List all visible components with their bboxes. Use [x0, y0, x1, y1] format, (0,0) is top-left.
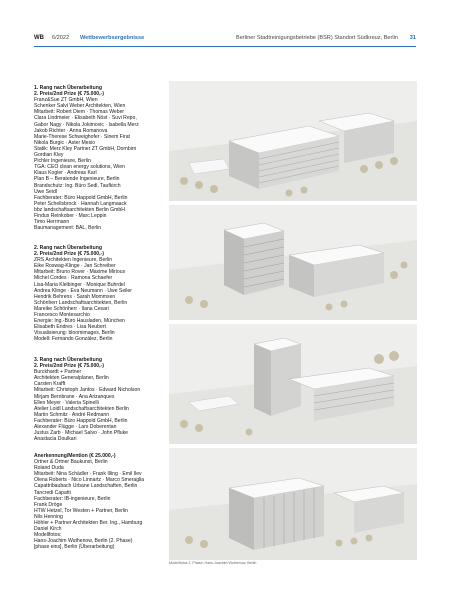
- credit-line: Energie: Ing.-Büro Hausladen, München: [34, 318, 125, 325]
- credit-line: Clara Lindmeier · Elisabeth Nöst · Suvi Repo,: [34, 115, 137, 122]
- credit-line: Fachberater: IB-ingenieure, Berlin: [34, 495, 111, 502]
- entry-3-text: [34, 357, 166, 442]
- credit-line: Brandschutz: Ing. Büro Sedl, Taufkirch: [34, 182, 121, 189]
- credit-line: Hans-Joachim Wuthenow, Berlin (2. Phase): [34, 538, 133, 545]
- credit-line: Mitarbeit: Robert Diem · Thomas Weber: [34, 109, 125, 116]
- credit-line: Daniel Kirch: [34, 526, 62, 533]
- credit-line: Fachberater: Büro Happold GmbH, Berlin: [34, 194, 128, 201]
- credit-line: Gabor Nagy · Nikola Jokimovic · Isabella Merz: [34, 121, 139, 128]
- credit-line: Schönherr Landschaftsarchitekten, Berlin: [34, 299, 128, 306]
- credit-line: Jakob Richter · Anna Romanova: [34, 127, 108, 134]
- credit-line: 1. Rang nach Überarbeitung: [34, 85, 102, 91]
- credit-line: Modell: Fernando González, Berlin: [34, 336, 113, 343]
- credit-line: Mitarbeit: Christoph Jantos · Edward Nicholson: [34, 387, 141, 394]
- credit-line: Höhler + Partner Architekten Ber. Ing., Hamburg: [34, 520, 143, 527]
- credit-line: Anerkennung/Mention (€ 25.000,-): [34, 453, 116, 459]
- entry-1-text: [34, 85, 166, 231]
- credit-line: Lisa-Maria Kleibinger · Monique Buhrdel: [34, 281, 125, 288]
- model-photo-entry-2: [169, 205, 417, 320]
- credit-line: Burckhardt + Partner: [34, 369, 82, 376]
- credit-line: Mirjam Bernbrane · Ana Arizanques: [34, 393, 115, 400]
- credit-line: Nils Henning: [34, 513, 63, 520]
- credit-line: Ellen Meyer · Valeria Spinelli: [34, 399, 99, 406]
- credit-line: Capattribaubach Urbane Landschaften, Berlin: [34, 483, 138, 490]
- section-title: Wettbewerbsergebnisse: [80, 35, 145, 41]
- credit-line: Nikola Burgic · Aster Mesio: [34, 139, 96, 146]
- credit-line: Findus Reinkober · Marc Leppin: [34, 212, 107, 219]
- credit-line: Carsten Krafft: [34, 381, 66, 388]
- credit-line: Architekten Generalplaner, Berlin: [34, 375, 109, 382]
- credit-line: 2. Preis/2nd Prize (€ 75.000,-): [34, 251, 104, 258]
- credit-line: Roland Duda: [34, 465, 64, 472]
- credit-line: Frank Dröge: [34, 501, 63, 508]
- credit-line: Martin Schmitz · André Redmann: [34, 411, 110, 418]
- credit-line: 2. Preis/2nd Prize (€ 75.000,-): [34, 91, 104, 98]
- credit-line: Anastacia Doulkari: [34, 436, 77, 443]
- header-rule: [34, 46, 416, 47]
- credit-line: Pichler Ingenieure, Berlin: [34, 158, 91, 165]
- credit-line: Plan B – Beratende Ingenieure, Berlin: [34, 176, 120, 183]
- credit-line: Visualisierung: bloomimages, Berlin: [34, 330, 115, 337]
- credit-line: Modellfotos:: [34, 532, 62, 539]
- credit-line: Tancredi Capatti: [34, 489, 71, 496]
- credit-line: Andrea Klinge · Eva Neumann · Uwe Seiler: [34, 287, 132, 294]
- credit-line: Ortner & Ortner Baukunst, Berlin: [34, 459, 108, 466]
- entry-4-text: [34, 453, 166, 551]
- credit-line: ZRS Architekten Ingenieure, Berlin: [34, 257, 113, 264]
- credit-line: Klaus Kogler · Andreas Karl: [34, 170, 97, 177]
- page-header: [34, 33, 416, 43]
- credit-line: 2. Rang nach Überarbeitung: [34, 245, 102, 251]
- model-photo-entry-3: [169, 324, 417, 444]
- credit-line: Elisabeth Endres · Lisa Neubert: [34, 324, 106, 331]
- credit-line: Alexander Flügge · Lars Doberentan: [34, 424, 117, 431]
- credit-line: Mitarbeit: Bruno Rover · Maxime Mirioux: [34, 269, 126, 276]
- credit-line: Hendrik Behrens · Sarah Mommsen: [34, 293, 116, 300]
- credit-line: Mareike Schönherr · Ilana Cesari: [34, 305, 109, 312]
- credit-line: Michel Cordes · Ramona Schaefer: [34, 275, 113, 282]
- credit-line: Atelier Loidl Landschaftsarchitekten Berlin: [34, 405, 129, 412]
- model-photo-entry-4: [169, 448, 417, 560]
- credit-line: bbz landschaftsarchitekten Berlin GmbH: [34, 206, 125, 213]
- issue-number: 6/2022: [52, 35, 70, 41]
- credit-line: Gordian Kley: [34, 152, 64, 159]
- credit-line: Baumanagement: BAL, Berlin: [34, 225, 102, 232]
- credit-line: HTW Hetzel, Tor Westen + Partner, Berlin: [34, 507, 128, 514]
- credit-line: Uwe Seidl: [34, 188, 57, 195]
- model-photo-entry-1: [169, 81, 417, 201]
- credit-line: TGA: CEO clean energy solutions, Wien: [34, 164, 125, 171]
- credit-line: Mitarbeit: Nina Schädler · Frank Illing · Emil Ilev: [34, 471, 142, 478]
- credit-line: 2. Preis/2nd Prize (€ 75.000,-): [34, 363, 104, 370]
- page-number: 31: [409, 35, 416, 41]
- credit-line: Olena Roberts · Nico Linnartz · Marco Smeraglia: [34, 477, 145, 484]
- credit-line: Schenker Salvi Weber Architekten, Wien: [34, 103, 126, 110]
- credit-line: Statik: Merz Kley Partner ZT GmbH, Dornbirn: [34, 145, 137, 152]
- credit-line: Peter Schellsbrock · Hannah Langmaack: [34, 200, 127, 207]
- credit-line: Eike Roswag-Klinge · Jan Schreiber: [34, 263, 116, 270]
- credit-line: Timo Herrmann: [34, 219, 70, 226]
- credit-line: Franz&Sue ZT GmbH, Wien: [34, 97, 98, 104]
- credit-line: Justus Zarb · Michael Salvo · John Pfluke: [34, 430, 128, 437]
- project-title: Berliner Stadtreinigungsbetriebe (BSR) Standort Südkreuz, Berlin: [236, 35, 398, 41]
- credit-line: Francesco Montesarchio: [34, 312, 90, 319]
- entry-2-text: [34, 245, 166, 343]
- credit-line: [phase eins], Berlin (Überarbeitung): [34, 544, 115, 551]
- credit-line: Fachberater: Büro Happold GmbH, Berlin: [34, 417, 128, 424]
- magazine-logo: WB: [34, 35, 44, 41]
- credit-line: Marie-Therese Schweighofer · Sinem Firat: [34, 133, 130, 140]
- credit-line: 3. Rang nach Überarbeitung: [34, 357, 102, 363]
- photo-caption: Modellfotos 2. Phase: Hans-Joachim Wuthenow, Berlin: [169, 561, 257, 565]
